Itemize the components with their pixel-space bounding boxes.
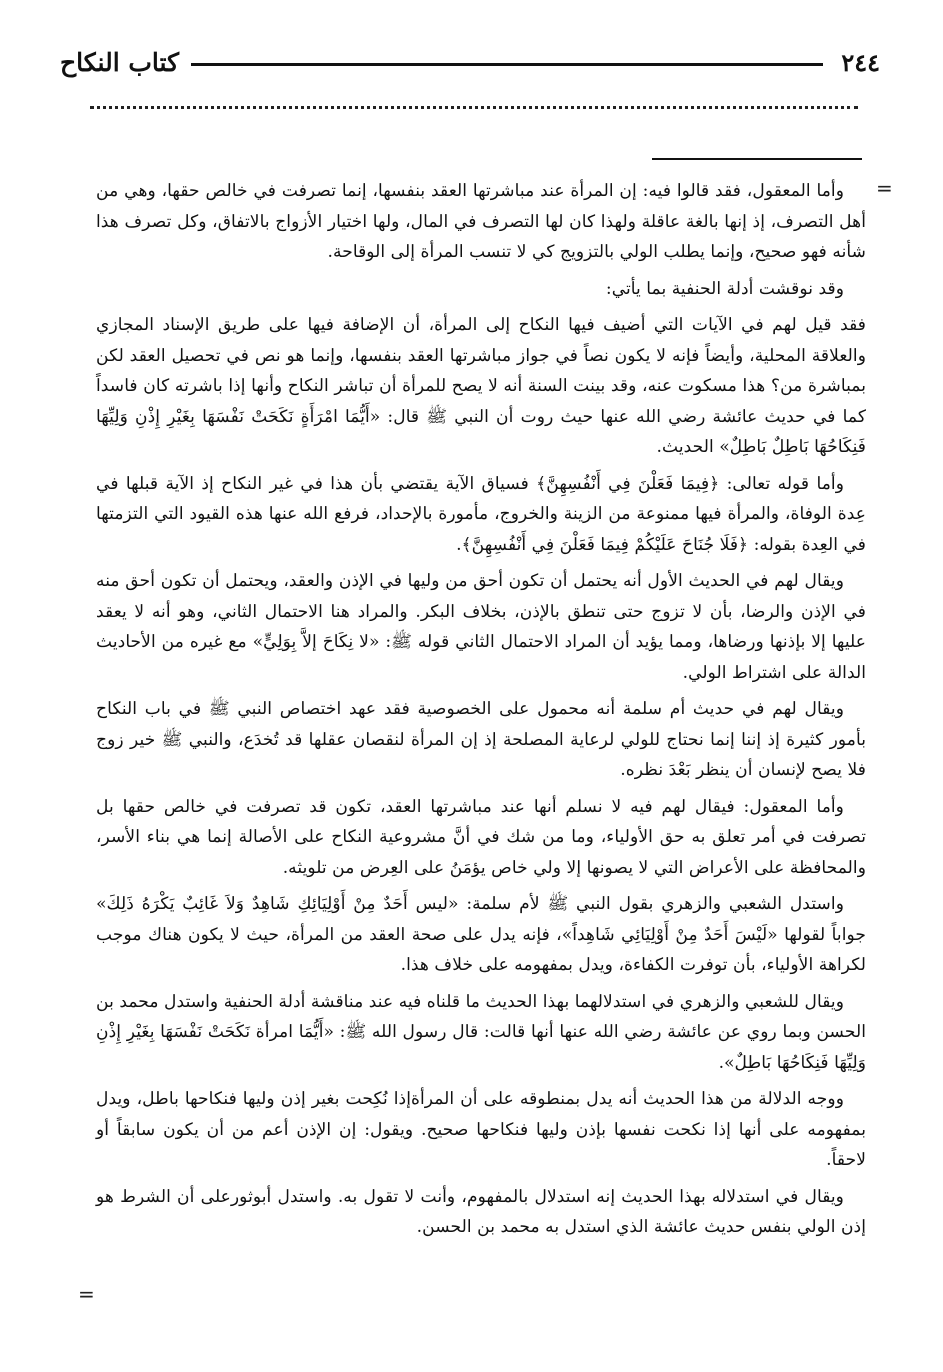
paragraph: وأما قوله تعالى: ﴿فِيمَا فَعَلْنَ فِي أَنْفُسِهِنَّ﴾ فسياق الآية يقتضي بأن هذا في غير النكاح إذ الآية قبلها في عِدة الوفاة، والمرأة فيها ممنوعة من الزينة والخروج، مأمورة بالإحداد، فرفع الله عنها هذه القيود التي التزمتها في العِدة بقوله: ﴿فَلَا جُنَاحَ عَلَيْكُمْ فِيمَا فَعَلْنَ فِي أَنْفُسِهِنَّ﴾. (96, 473, 866, 555)
header-rule (191, 63, 823, 66)
paragraph: ووجه الدلالة من هذا الحديث أنه يدل بمنطوقه على أن المرأةإذا نُكِحت بغير إذن وليها فنكاحها باطل، ويدل بمفهومه على أنها إذا نكحت نفسها بإذن وليها فنكاحها صحيح. ويقول: إن الإذن أعم من أن يكون سابقاً أو لاحقاً. (96, 1089, 866, 1170)
paragraph: فقد قيل لهم في الآيات التي أضيف فيها النكاح إلى المرأة، أن الإضافة فيها على طريق الإسناد المجازي والعلاقة المحلية، وأيضاً فإنه لا يكون نصاً في جواز مباشرتها العقد بنفسها، وإنما هو نص في تحصيل العقد لكن بمباشرة من؟ هذا مسكوت عنه، وقد بينت السنة أنه لا يصح للمرأة أن تباشر النكاح وأنها إذا باشرته كان فاسداً كما في حديث عائشة رضي الله عنها حيث روت أن النبي ﷺ قال: «أَيُّمَا امْرَأَةٍ نَكَحَتْ نَفْسَهَا بِغَيْرِ إِذْنِ وَلِيِّهَا فَنِكَاحُهَا بَاطِلٌ بَاطِلٌ» الحديث. (96, 315, 866, 457)
book-title: كتاب النكاح (60, 47, 179, 77)
footnote-body (96, 176, 866, 1249)
paragraph: وأما المعقول، فقد قالوا فيه: إن المرأة عند مباشرتها العقد بنفسها، إنما تصرفت في خالص حقها، وهي من أهل التصرف، إذ إنها بالغة عاقلة ولهذا كان لها التصرف في المال، ولها اختيار الأزواج بالاتفاق، وكل تصرف هذا شأنه فهو صحيح، وإنما يطلب الولي بالتزويج كي لا تنسب المرأة إلى الوقاحة. (96, 181, 866, 262)
paragraph: ويقال في استدلاله بهذا الحديث إنه استدلال بالمفهوم، وأنت لا تقول به. واستدل أبوثورعلى أن الشرط هو إذن الولي بنفس حديث عائشة الذي استدل به محمد بن الحسن. (96, 1186, 866, 1237)
continuation-marker-bottom: = (78, 1282, 95, 1306)
footnote-rule (652, 158, 862, 160)
continuation-marker-top: = (876, 176, 893, 200)
paragraph: واستدل الشعبي والزهري بقول النبي ﷺ لأم سلمة: «ليس أَحَدٌ مِنْ أَوْلِيَائِكِ شَاهِدٌ وَلاَ غَائِبٌ يَكْرَهُ ذَلِكَ» جواباً لقولها «لَيْسَ أَحَدٌ مِنْ أَوْلِيَائِي شَاهِداً»، فإنه يدل على صحة العقد من المرأة، حيث لا يكون هناك موجب لكراهة الأولياء، بأن توفرت الكفاءة، ويدل بمفهومه على خلاف هذا. (96, 894, 866, 975)
dotted-separator (90, 106, 858, 119)
paragraph: وأما المعقول: فيقال لهم فيه لا نسلم أنها عند مباشرتها العقد، تكون قد تصرفت في خالص حقها بل تصرفت في أمر تعلق به حق الأولياء، وما من شك في أنَّ مشروعية النكاح على الأصالة إنما هي بناء الأسر، والمحافظة على الأعراض التي لا يصونها إلا ولي خاص يؤمَنُ على العِرض من تلويثه. (96, 796, 866, 878)
paragraph: ويقال لهم في الحديث الأول أنه يحتمل أن تكون أحق من وليها في الإذن والعقد، ويحتمل أن تكون أحق منه في الإذن والرضا، بأن لا تزوج حتى تنطق بالإذن، بخلاف البكر. والمراد هنا الاحتمال الثاني، وهو أنه لا يعقد عليها إلا بإذنها ورضاها، ومما يؤيد أن المراد الاحتمال الثاني قوله ﷺ: «لا نِكَاحَ إلاَّ بِوَلِيٍّ» مع غيره من الأحاديث الدالة على اشتراط الولي. (96, 571, 866, 683)
page-header (60, 40, 880, 84)
paragraph: ويقال للشعبي والزهري في استدلالهما بهذا الحديث ما قلناه فيه عند مناقشة أدلة الحنفية واستدل محمد بن الحسن وبما روي عن عائشة رضي الله عنها أنها قالت: قال رسول الله ﷺ: «أَيُّمَا امرأة نَكَحَتْ نَفْسَهَا بِغَيْرِ إِذْنِ وَلِيِّهَا فَنِكَاحُهَا بَاطِلٌ». (96, 991, 866, 1073)
page-number: ٢٤٤ (841, 47, 880, 77)
paragraph: ويقال لهم في حديث أم سلمة أنه محمول على الخصوصية فقد عهد اختصاص النبي ﷺ في باب النكاح بأمور كثيرة إذ إننا إنما نحتاج للولي لرعاية المصلحة إذ إن المرأة لنقصان عقلها قد تُخدَع، والنبي ﷺ خير زوج فلا يصح لإنسان أن ينظر بَعْدَ نظره. (96, 699, 866, 780)
paragraph: وقد نوقشت أدلة الحنفية بما يأتي: (605, 278, 844, 299)
